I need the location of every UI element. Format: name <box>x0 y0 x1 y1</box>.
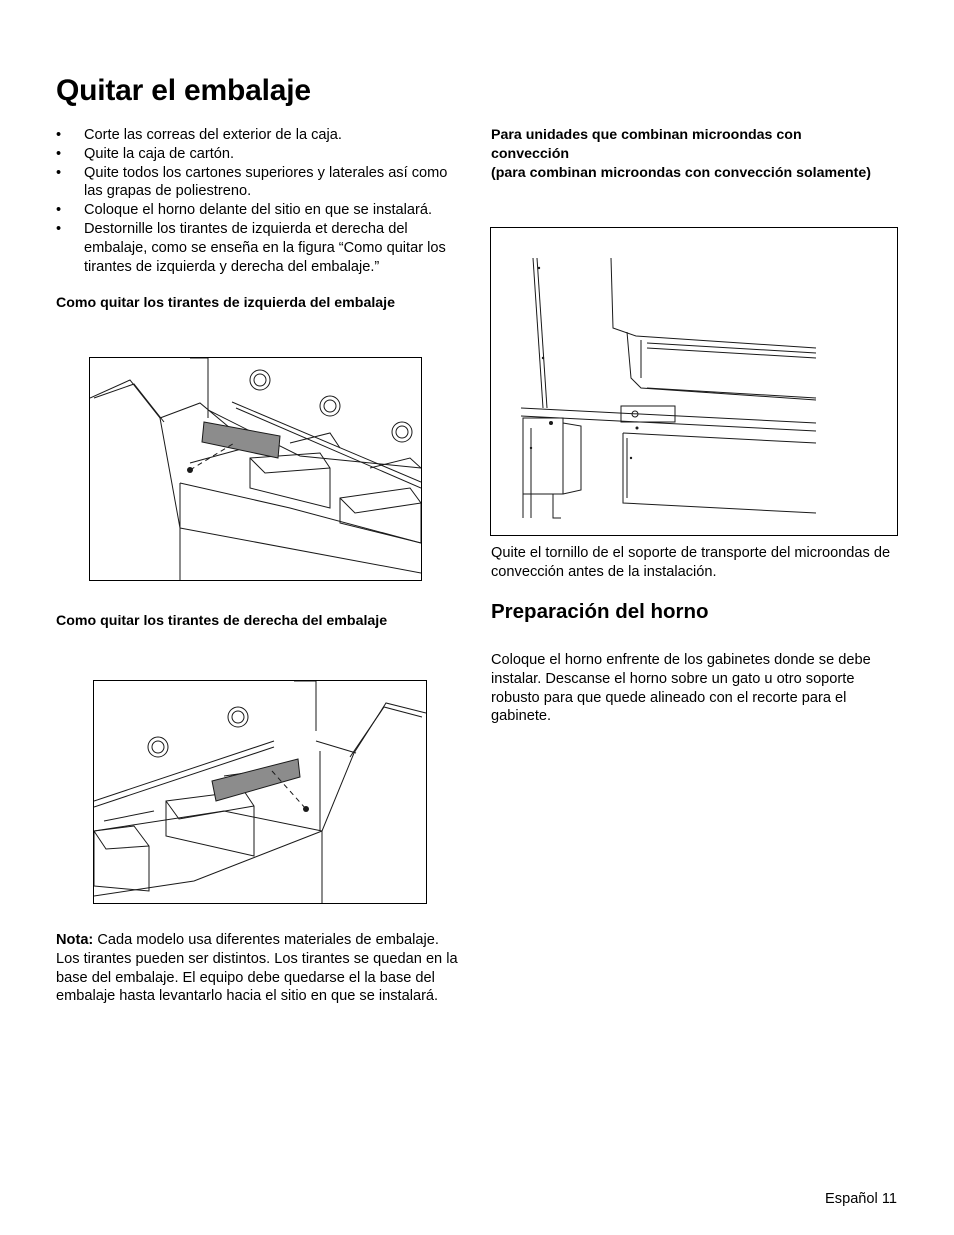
note-text: Cada modelo usa diferentes materiales de embalaje. Los tirantes pueden ser distintos. Los tirantes se quedan en la base del embalaje. El equipo debe quedarse el la base del embalaje hasta levantarlo hacia el sitio en que se instalará. <box>56 932 458 1005</box>
list-item-text: Coloque el horno delante del sitio en que se instalará. <box>84 202 433 219</box>
left-strap-drawing <box>90 358 421 580</box>
left-strap-illustration <box>89 357 422 581</box>
bullet-icon: • <box>56 202 62 219</box>
list-item-text: Corte las correas del exterior de la caja. <box>84 127 342 143</box>
combo-heading-line2: (para combinan microondas con convección solamente) <box>491 164 872 181</box>
section-paragraph: Coloque el horno enfrente de los gabinetes donde se debe instalar. Descanse el horno sobre un gato u otro soporte robusto para que quede alineado con el recorte para el gabinete. <box>491 652 871 725</box>
list-item <box>56 164 466 202</box>
bullet-icon: • <box>56 145 62 162</box>
transport-bracket-drawing <box>491 228 897 535</box>
list-item <box>56 201 466 220</box>
right-strap-illustration <box>93 680 427 904</box>
bullet-icon: • <box>56 127 62 143</box>
list-item <box>56 220 466 276</box>
figure-caption-right-strap: Como quitar los tirantes de derecha del embalaje <box>56 613 388 629</box>
right-strap-drawing <box>94 681 426 903</box>
instruction-list <box>56 126 466 276</box>
figure-caption-left-strap: Como quitar los tirantes de izquierda del embalaje <box>56 295 396 311</box>
note-paragraph <box>56 931 466 1006</box>
combo-heading-line1: Para unidades que combinan microondas con convección <box>491 127 802 162</box>
list-item <box>56 126 466 145</box>
bracket-caption: Quite el tornillo de el soporte de transporte del microondas de convección antes de la instalación. <box>491 545 891 580</box>
page-title: Quitar el embalaje <box>56 74 311 107</box>
list-item <box>56 145 466 164</box>
list-item-text: Destornille los tirantes de izquierda et derecha del embalaje, como se enseña en la figura “Como quitar los tirantes de izquierda y derecha del embalaje.” <box>84 220 446 275</box>
bullet-icon: • <box>56 164 62 181</box>
bullet-icon: • <box>56 220 62 237</box>
transport-bracket-illustration <box>490 227 898 536</box>
list-item-text: Quite todos los cartones superiores y laterales así como las grapas de poliestreno. <box>84 164 448 200</box>
note-label: Nota: <box>56 932 94 948</box>
list-item-text: Quite la caja de cartón. <box>84 145 235 162</box>
section-title: Preparación del horno <box>491 600 709 623</box>
page-footer: Español 11 <box>825 1191 897 1207</box>
combo-heading <box>491 126 871 182</box>
